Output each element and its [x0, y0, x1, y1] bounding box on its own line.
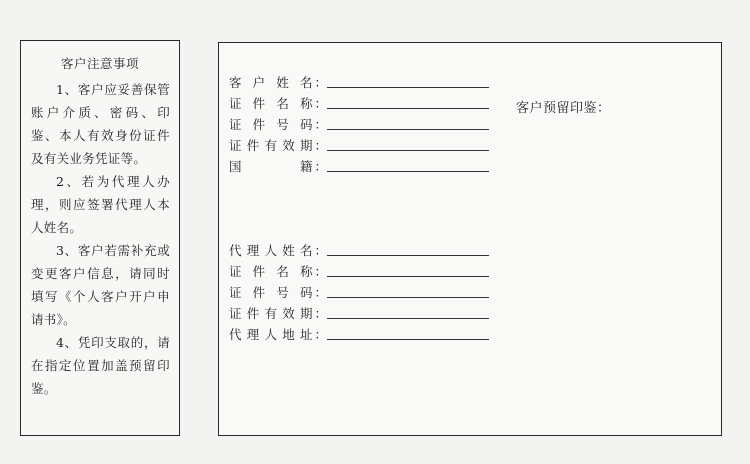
customer-id-type-field[interactable] [229, 92, 489, 112]
customer-nationality-field[interactable] [229, 155, 489, 175]
agent-address-input[interactable] [327, 338, 489, 340]
field-label: 代 理 人 地 址 ： [229, 327, 327, 342]
agent-id-validity-input[interactable] [327, 317, 489, 319]
notice-item: 3、客户若需补充或变更客户信息，请同时填写《个人客户开户申请书》。 [31, 243, 170, 327]
agent-name-input[interactable] [327, 254, 489, 256]
customer-name-field[interactable] [229, 71, 489, 91]
agent-id-type-input[interactable] [327, 275, 489, 277]
seal-label: 客户预留印鉴： [516, 101, 611, 116]
notice-item: 2、若为代理人办理，则应签署代理人本人姓名。 [31, 174, 170, 235]
field-label: 证 件 名 称 ： [229, 264, 327, 279]
field-label: 代 理 人 姓 名 ： [229, 243, 327, 258]
field-label: 证 件 有 效 期 ： [229, 138, 327, 153]
notice-items [21, 72, 179, 400]
agent-id-type-field[interactable] [229, 260, 489, 280]
notice-item: 4、凭印支取的，请在指定位置加盖预留印鉴。 [31, 335, 170, 396]
customer-id-validity-input[interactable] [327, 149, 489, 151]
field-label: 证 件 名 称 ： [229, 96, 327, 111]
field-label: 证 件 号 码 ： [229, 285, 327, 300]
notice-item: 1、客户应妥善保管账户介质、密码、印鉴、本人有效身份证件及有关业务凭证等。 [31, 82, 170, 166]
field-label: 客 户 姓 名 ： [229, 75, 327, 90]
customer-name-input[interactable] [327, 86, 489, 88]
field-label: 证 件 有 效 期 ： [229, 306, 327, 321]
customer-nationality-input[interactable] [327, 170, 489, 172]
agent-id-number-field[interactable] [229, 281, 489, 301]
customer-notice-panel [20, 40, 180, 436]
customer-id-type-input[interactable] [327, 107, 489, 109]
field-label: 国 籍 ： [229, 159, 327, 174]
notice-title: 客户注意事项 [60, 56, 139, 71]
agent-id-validity-field[interactable] [229, 302, 489, 322]
form-panel [218, 42, 722, 436]
agent-id-number-input[interactable] [327, 296, 489, 298]
customer-id-validity-field[interactable] [229, 134, 489, 154]
agent-address-field[interactable] [229, 323, 489, 343]
customer-id-number-input[interactable] [327, 128, 489, 130]
agent-name-field[interactable] [229, 239, 489, 259]
field-label: 证 件 号 码 ： [229, 117, 327, 132]
customer-id-number-field[interactable] [229, 113, 489, 133]
